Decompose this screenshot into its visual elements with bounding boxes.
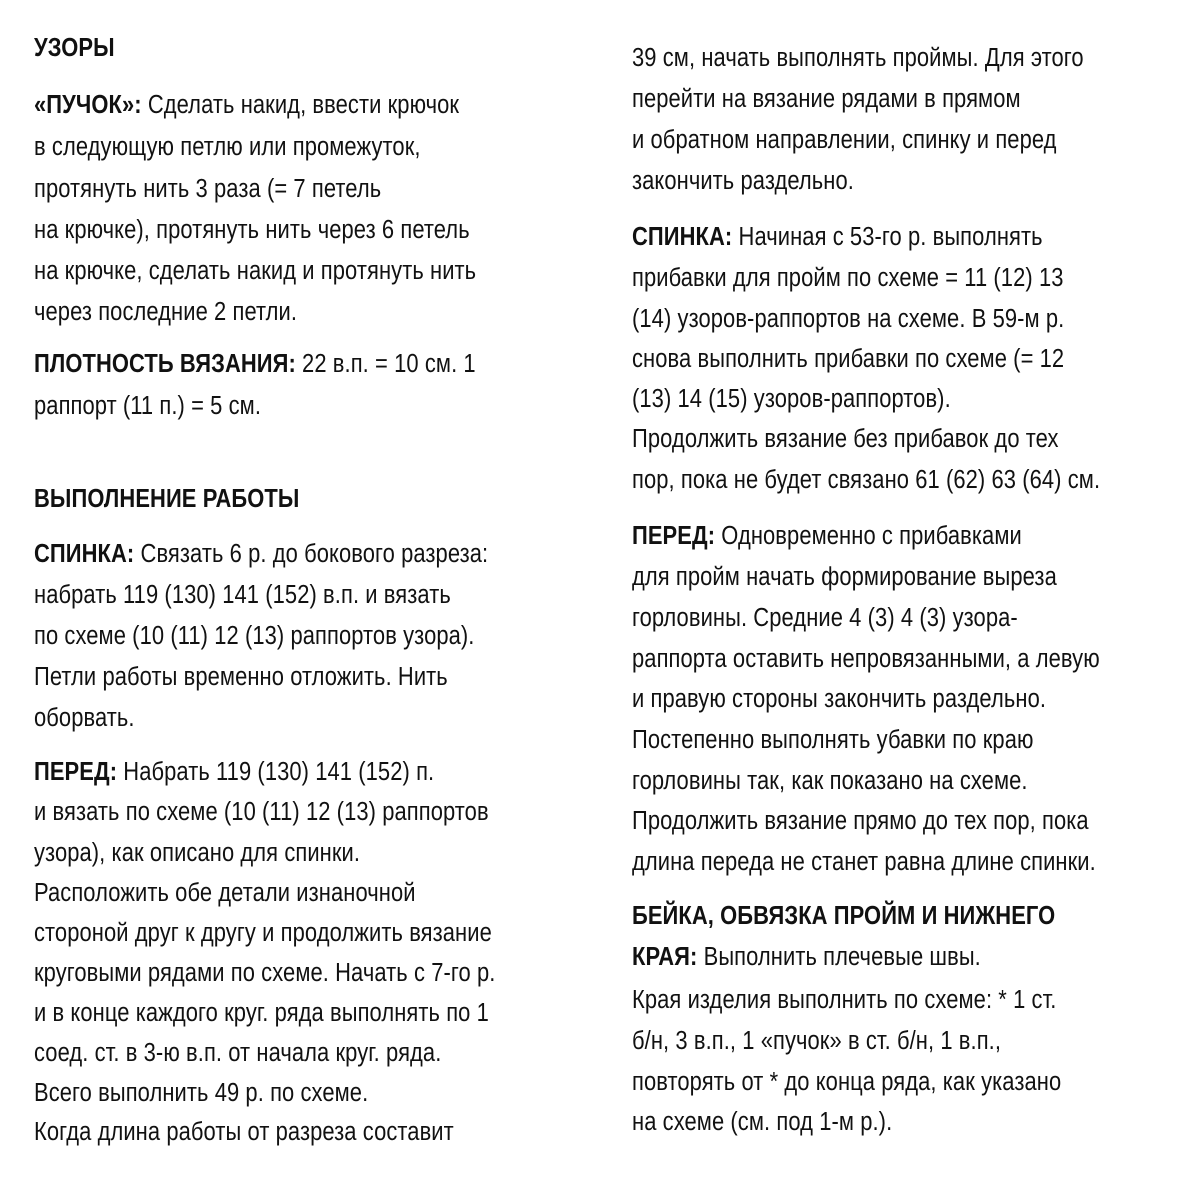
puchok-line-6: через последние 2 петли.	[34, 298, 298, 326]
edging-line-5: на схеме (см. под 1-м р.).	[632, 1108, 893, 1136]
intro-line-1: 39 см, начать выполнять проймы. Для этого	[632, 44, 1084, 72]
back-text: Связать 6 р. до бокового разреза:	[134, 540, 489, 568]
puchok-line-3: протянуть нить 3 раза (= 7 петель	[34, 175, 382, 203]
back-line-5: оборвать.	[34, 704, 135, 732]
front-line-8: соед. ст. в 3-ю в.п. от начала круг. ряда.	[34, 1039, 442, 1067]
r-front-line-7: горловины так, как показано на схеме.	[632, 767, 1028, 795]
r-back-line-6: Продолжить вязание без прибавок до тех	[632, 425, 1059, 453]
back-line-4: Петли работы временно отложить. Нить	[34, 663, 448, 691]
r-back-line-3: (14) узоров-раппортов на схеме. В 59-м р.	[632, 305, 1065, 333]
density-label: ПЛОТНОСТЬ ВЯЗАНИЯ:	[34, 350, 296, 378]
front-line-2: и вязать по схеме (10 (11) 12 (13) раппортов	[34, 798, 489, 826]
puchok-text: Сделать накид, ввести крючок	[141, 91, 460, 119]
front-line-1	[34, 757, 434, 787]
front-line-4: Расположить обе детали изнаночной	[34, 879, 416, 907]
front-line-10: Когда длина работы от разреза составит	[34, 1118, 454, 1146]
r-front-line-4: раппорта оставить непровязанными, а левую	[632, 645, 1100, 673]
r-front-line-3: горловины. Средние 4 (3) 4 (3) узора-	[632, 604, 1018, 632]
front-line-6: круговыми рядами по схеме. Начать с 7-го р.	[34, 959, 496, 987]
r-back-line-4: снова выполнить прибавки по схеме (= 12	[632, 345, 1065, 373]
front-text: Набрать 119 (130) 141 (152) п.	[117, 758, 435, 786]
r-back-text: Начиная с 53-го р. выполнять	[732, 223, 1043, 251]
front-line-9: Всего выполнить 49 р. по схеме.	[34, 1079, 369, 1107]
edging-line-4: повторять от * до конца ряда, как указано	[632, 1068, 1062, 1096]
back-label: СПИНКА:	[34, 540, 135, 568]
front-line-3: узора), как описано для спинки.	[34, 839, 361, 867]
work-heading: ВЫПОЛНЕНИЕ РАБОТЫ	[34, 485, 300, 513]
intro-line-2: перейти на вязание рядами в прямом	[632, 85, 1021, 113]
front-line-7: и в конце каждого круг. ряда выполнять по 1	[34, 999, 489, 1027]
r-front-line-1	[632, 521, 1022, 551]
density-line-2: раппорт (11 п.) = 5 см.	[34, 392, 262, 420]
r-back-line-1	[632, 222, 1043, 252]
puchok-line-4: на крючке), протянуть нить через 6 петель	[34, 216, 470, 244]
edging-line-3: б/н, 3 в.п., 1 «пучок» в ст. б/н, 1 в.п.,	[632, 1027, 1002, 1055]
edging-line-1	[632, 942, 981, 972]
edging-heading: БЕЙКА, ОБВЯЗКА ПРОЙМ И НИЖНЕГО	[632, 902, 1056, 930]
r-back-line-7: пор, пока не будет связано 61 (62) 63 (64) см.	[632, 466, 1101, 494]
density-line-1	[34, 349, 476, 379]
edging-label: КРАЯ:	[632, 943, 698, 971]
r-front-line-8: Продолжить вязание прямо до тех пор, пока	[632, 807, 1089, 835]
puchok-label: «ПУЧОК»:	[34, 91, 142, 119]
front-label: ПЕРЕД:	[34, 758, 118, 786]
edging-text: Выполнить плечевые швы.	[697, 943, 981, 971]
intro-line-4: закончить раздельно.	[632, 167, 854, 195]
r-front-text: Одновременно с прибавками	[715, 522, 1022, 550]
r-back-line-5: (13) 14 (15) узоров-раппортов).	[632, 385, 951, 413]
r-front-label: ПЕРЕД:	[632, 522, 716, 550]
edging-line-2: Края изделия выполнить по схеме: * 1 ст.	[632, 986, 1057, 1014]
r-back-label: СПИНКА:	[632, 223, 733, 251]
puchok-line-5: на крючке, сделать накид и протянуть нить	[34, 257, 477, 285]
back-line-3: по схеме (10 (11) 12 (13) раппортов узора).	[34, 622, 475, 650]
r-front-line-9: длина переда не станет равна длине спинки.	[632, 848, 1096, 876]
intro-line-3: и обратном направлении, спинку и перед	[632, 126, 1057, 154]
r-back-line-2: прибавки для пройм по схеме = 11 (12) 13	[632, 264, 1064, 292]
density-text: 22 в.п. = 10 см. 1	[295, 350, 476, 378]
puchok-line-1	[34, 90, 459, 120]
puchok-line-2: в следующую петлю или промежуток,	[34, 133, 421, 161]
front-line-5: стороной друг к другу и продолжить вязание	[34, 919, 492, 947]
r-front-line-6: Постепенно выполнять убавки по краю	[632, 726, 1034, 754]
back-line-2: набрать 119 (130) 141 (152) в.п. и вязать	[34, 581, 451, 609]
r-front-line-5: и правую стороны закончить раздельно.	[632, 685, 1047, 713]
r-front-line-2: для пройм начать формирование выреза	[632, 563, 1057, 591]
patterns-heading: УЗОРЫ	[34, 34, 115, 62]
back-line-1	[34, 539, 488, 569]
